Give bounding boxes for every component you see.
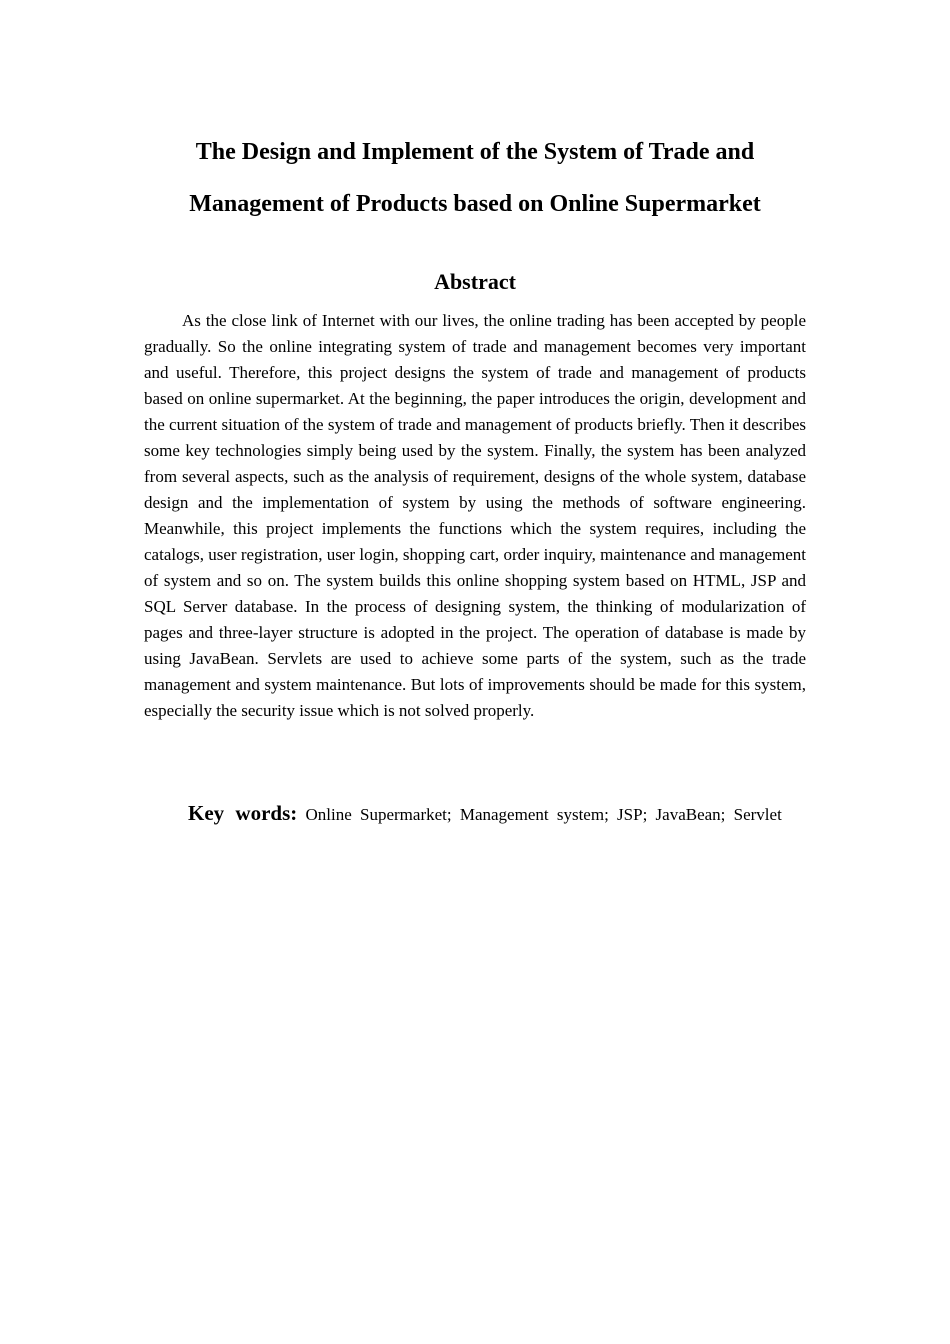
paper-title-line-1: The Design and Implement of the System of Trade and [195,139,755,165]
abstract-body: As the close link of Internet with our lives, the online trading has been accepted by people gradually. So the online integrating system of trade and management becomes very important and useful. Therefore, this project designs the system of trade and management of products based on online supermarket. At the beginning, the paper introduces the origin, development and the current situation of the system of trade and management of products briefly. Then it describes some key technologies simply being used by the system. Finally, the system has been analyzed from several aspects, such as the analysis of requirement, designs of the whole system, database design and the implementation of system by using the methods of software engineering. Meanwhile, this project implements the functions which the system requires, including the catalogs, user registration, user login, shopping cart, order inquiry, maintenance and management of system and so on. The system builds this online shopping system based on HTML, JSP and SQL Server database. In the process of designing system, the thinking of modularization of pages and three-layer structure is adopted in the project. The operation of database is made by using JavaBean. Servlets are used to achieve some parts of the system, such as the trade management and system maintenance. But lots of improvements should be made for this system, especially the security issue which is not solved properly. [144,311,806,720]
keywords-paragraph [144,800,806,828]
abstract-heading: Abstract [434,269,516,294]
paper-title-line-2: Management of Products based on Online Supermarket [189,191,761,217]
keywords-label: Key words: [188,801,298,825]
keywords-list: Online Supermarket; Management system; JSP; JavaBean; Servlet [305,805,782,824]
